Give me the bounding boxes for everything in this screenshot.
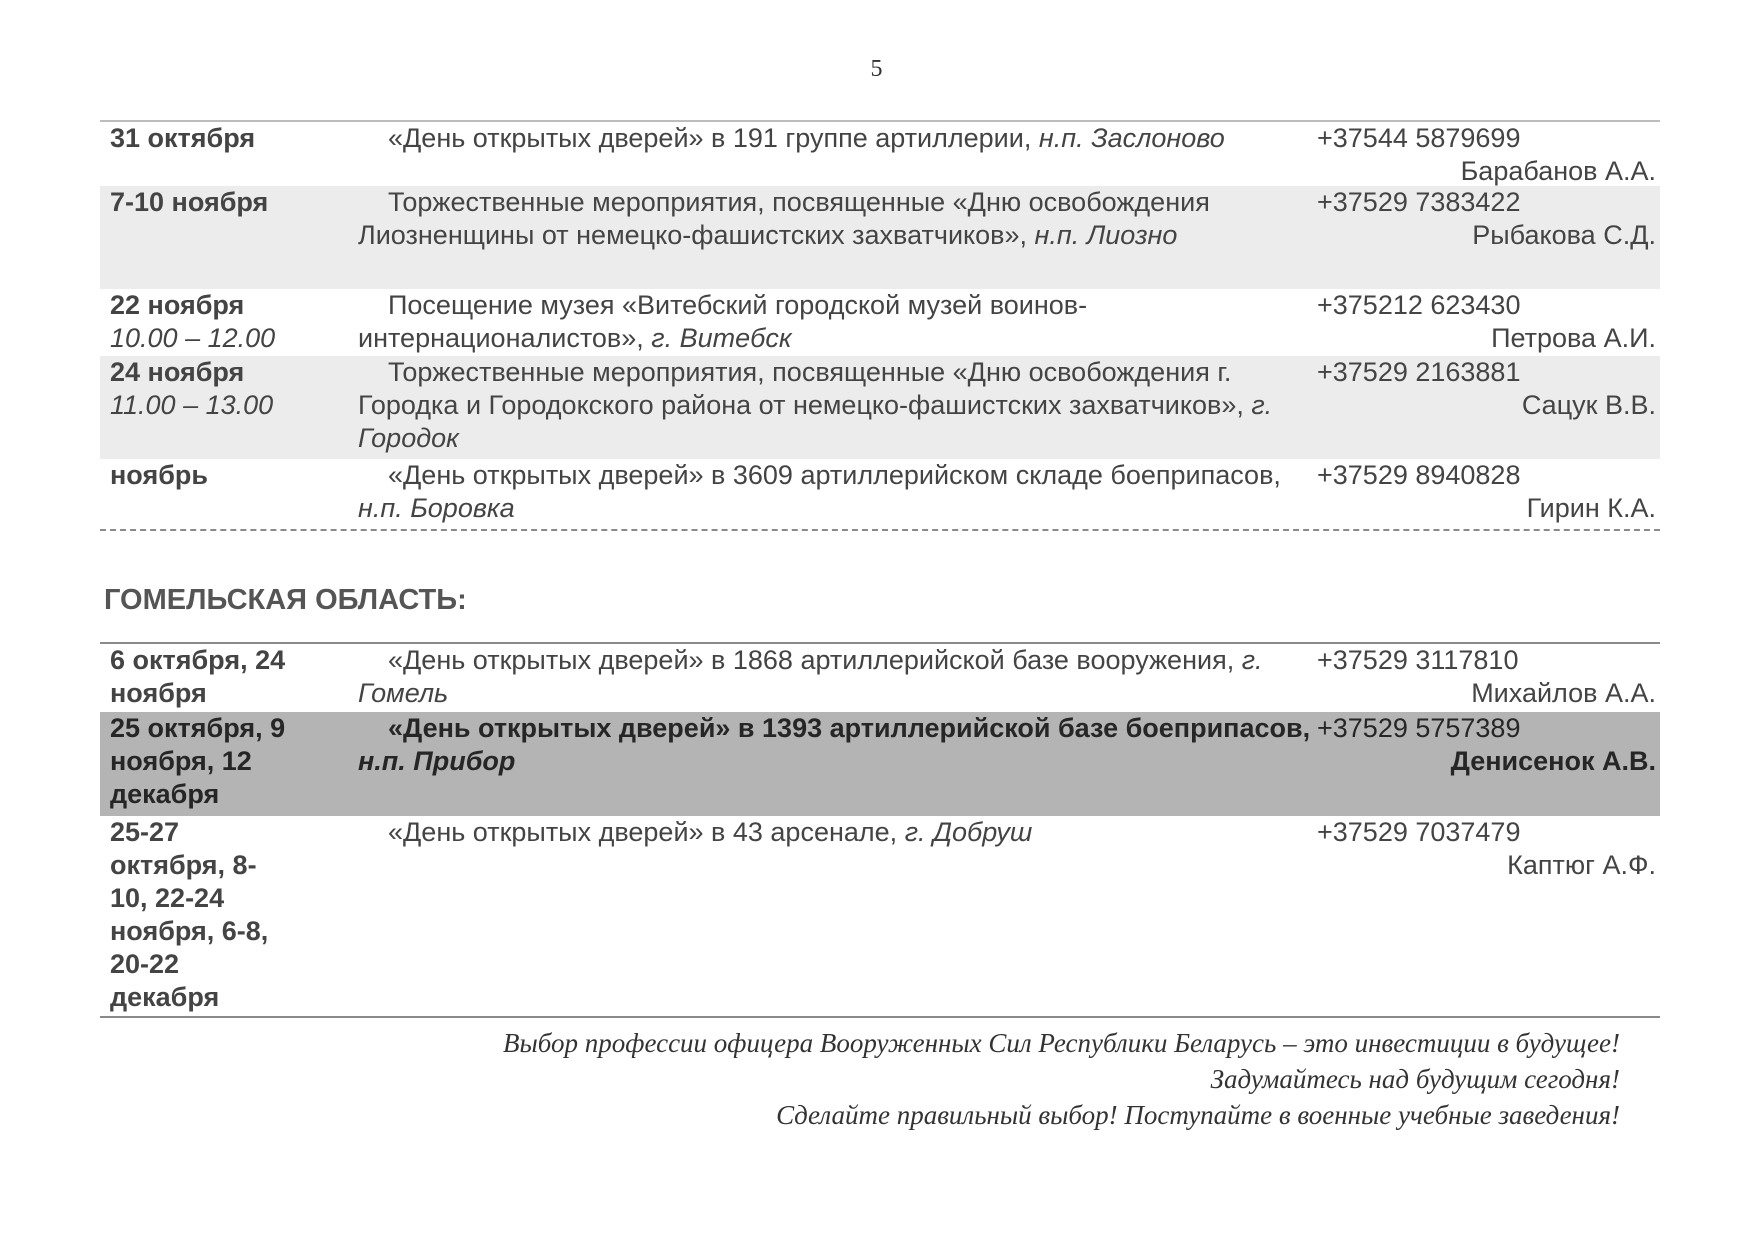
event-place: н.п. Прибор [358,746,516,776]
contact-person: Барабанов А.А. [1460,156,1656,186]
contact-phone: +37544 5879699 [1317,123,1521,153]
contact-person: Петрова А.И. [1491,323,1656,353]
contact-cell [1313,712,1660,816]
contact-phone: +37529 3117810 [1317,645,1519,675]
event-place: н.п. Боровка [358,493,515,523]
event-date: 31 октября [110,123,256,153]
contact-cell [1313,356,1660,459]
event-place: г. Витебск [651,323,792,353]
event-date: ноябрь [110,460,208,490]
event-date: 7-10 ноября [110,187,269,217]
event-description: «День открытых дверей» в 1393 артиллерийской базе боеприпасов, [388,713,1311,743]
table-row-highlighted [100,712,1660,816]
event-place: г. Гомель [358,645,1263,708]
page-number: 5 [870,56,883,82]
event-description: Торжественные мероприятия, посвященные «Дню освобождения Лиозненщины от немецко-фашистских захватчиков», [358,187,1210,250]
event-description: «День открытых дверей» в 191 группе артиллерии, [388,123,1032,153]
contact-person: Сацук В.В. [1521,390,1656,420]
contact-cell [1313,459,1660,529]
event-cell [348,816,1313,1016]
footer-slogan-3: Сделайте правильный выбор! Поступайте в военные учебные заведения! [776,1100,1620,1130]
date-cell [100,712,348,816]
contact-phone: +37529 7037479 [1317,817,1521,847]
date-cell [100,816,348,1016]
event-cell [348,186,1313,289]
date-cell [100,644,348,712]
event-cell [348,356,1313,459]
event-description: «День открытых дверей» в 3609 артиллерийском складе боеприпасов, [388,460,1281,490]
event-cell [348,712,1313,816]
contact-cell [1313,644,1660,712]
table-row [100,644,1660,712]
contact-phone: +37529 2163881 [1317,357,1521,387]
contact-cell [1313,816,1660,1016]
date-cell [100,186,348,289]
event-cell [348,289,1313,356]
table-row [100,186,1660,289]
event-description: «День открытых дверей» в 43 арсенале, [388,817,898,847]
contact-person: Рыбакова С.Д. [1472,220,1656,250]
section-title: ГОМЕЛЬСКАЯ ОБЛАСТЬ: [104,584,467,616]
contact-person: Денисенок А.В. [1450,746,1656,776]
contact-cell [1313,186,1660,289]
contact-cell [1313,289,1660,356]
events-table-vitebsk [100,120,1660,531]
date-cell [100,289,348,356]
table-row [100,122,1660,186]
event-date: 25-27 октября, 8-10, 22-24 ноября, 6-8, 20-22 декабря [110,817,269,1012]
event-date: 25 октября, 9 ноября, 12 декабря [110,713,286,809]
date-cell [100,122,348,186]
event-place: н.п. Лиозно [1034,220,1178,250]
event-date: 24 ноября [110,357,245,387]
contact-person: Михайлов А.А. [1471,678,1656,708]
contact-phone: +37529 5757389 [1317,713,1521,743]
footer-slogan-1: Выбор профессии офицера Вооруженных Сил Республики Беларусь – это инвестиции в будущее! [503,1028,1620,1058]
contact-phone: +375212 623430 [1317,290,1521,320]
table-row [100,356,1660,459]
table-row [100,289,1660,356]
event-cell [348,459,1313,529]
event-date: 6 октября, 24 ноября [110,645,286,708]
event-cell [348,644,1313,712]
footer-slogan-2: Задумайтесь над будущим сегодня! [1210,1064,1620,1094]
event-time: 11.00 – 13.00 [110,390,274,420]
event-description: Посещение музея «Витебский городской музей воинов-интернационалистов», [358,290,1088,353]
event-date: 22 ноября [110,290,245,320]
contact-phone: +37529 7383422 [1317,187,1521,217]
events-table-gomel [100,642,1660,1018]
event-place: г. Городок [358,390,1273,453]
event-description: Торжественные мероприятия, посвященные «Дню освобождения г. Городка и Городокского района от немецко-фашистских захватчиков», [358,357,1244,420]
event-time: 10.00 – 12.00 [110,323,276,353]
contact-phone: +37529 8940828 [1317,460,1521,490]
contact-person: Каптюг А.Ф. [1507,850,1656,880]
date-cell [100,356,348,459]
date-cell [100,459,348,529]
contact-cell [1313,122,1660,186]
table-row [100,459,1660,529]
event-cell [348,122,1313,186]
event-place: г. Добруш [904,817,1033,847]
table-row [100,816,1660,1016]
event-place: н.п. Заслоново [1038,123,1225,153]
event-description: «День открытых дверей» в 1868 артиллерийской базе вооружения, [388,645,1235,675]
contact-person: Гирин К.А. [1526,493,1656,523]
